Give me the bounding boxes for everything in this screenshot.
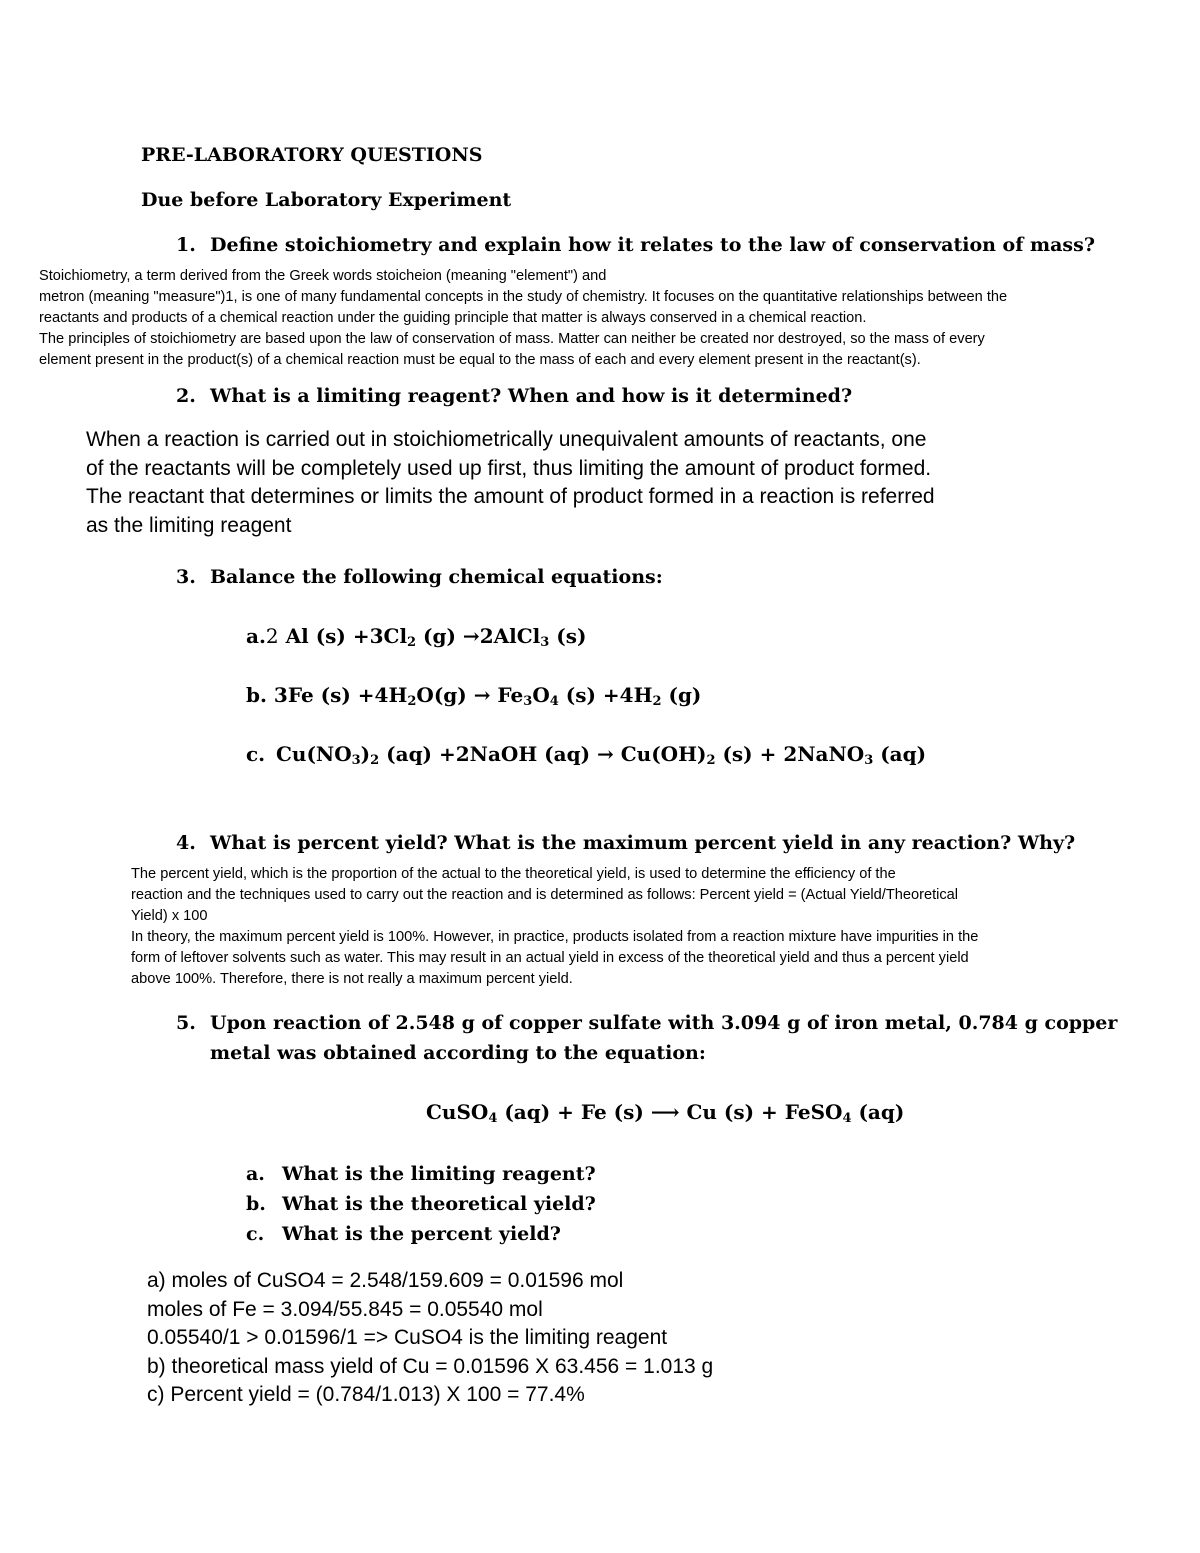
equation-part: Al (s) +3Cl: [285, 624, 408, 648]
subquestion-label: b.: [246, 1193, 266, 1215]
answer-line: form of leftover solvents such as water. This may result in an actual yield in excess of the theoretical yield and thus a percent yield: [131, 950, 969, 966]
answer-line: reaction and the techniques used to carry out the reaction and is determined as follows: Percent yield = (Actual Yield/Theoretical: [131, 887, 959, 903]
answer-5: [147, 1267, 713, 1410]
equation-part: (s) +4H: [558, 683, 653, 707]
equation-part: (g) →2AlCl: [416, 624, 541, 648]
answer-line: moles of Fe = 3.094/55.845 = 0.05540 mol: [147, 1297, 543, 1321]
equation-part: (g): [661, 683, 702, 707]
subscript: 3: [351, 753, 361, 768]
question-5: [176, 1012, 1117, 1034]
equation-label: a.: [246, 624, 266, 648]
question-number: 1.: [176, 234, 196, 256]
subscript: 4: [842, 1111, 852, 1126]
subscript: 3: [540, 635, 550, 650]
subscript: 2: [652, 694, 662, 709]
question-text: Balance the following chemical equations:: [210, 566, 663, 588]
question-number: 2.: [176, 385, 196, 407]
equation-part: (aq) +2NaOH (aq) → Cu(OH): [379, 742, 707, 766]
answer-line: a) moles of CuSO4 = 2.548/159.609 = 0.01596 mol: [147, 1269, 624, 1292]
answer-line: The percent yield, which is the proportion of the actual to the theoretical yield, is used to determine the efficiency of the: [131, 866, 896, 882]
subscript: 4: [549, 694, 559, 709]
subscript: 2: [407, 694, 417, 709]
question-text: What is percent yield? What is the maximum percent yield in any reaction? Why?: [210, 832, 1076, 854]
answer-line: above 100%. Therefore, there is not really a maximum percent yield.: [131, 971, 573, 987]
equation-part: Cu(NO: [276, 742, 352, 766]
question-text: Define stoichiometry and explain how it relates to the law of conservation of mass?: [210, 234, 1095, 256]
subquestion: [246, 1159, 596, 1189]
question-number: 5.: [176, 1012, 196, 1034]
answer-line: element present in the product(s) of a chemical reaction must be equal to the mass of each and every element present in the reactant(s).: [39, 352, 921, 368]
question-2: [176, 385, 852, 407]
answer-line: of the reactants will be completely used up first, thus limiting the amount of product formed.: [86, 456, 932, 480]
answer-line: In theory, the maximum percent yield is 100%. However, in practice, products isolated from a reaction mixture have impurities in the: [131, 929, 979, 945]
question-1: [176, 234, 1095, 256]
equation-label: c.: [246, 742, 266, 766]
subquestion: [246, 1219, 596, 1249]
subquestion: [246, 1189, 596, 1219]
equation-a: [246, 624, 586, 648]
answer-line: The reactant that determines or limits the amount of product formed in a reaction is referred: [86, 485, 935, 508]
subquestion-text: What is the limiting reagent?: [282, 1163, 596, 1185]
question-number: 3.: [176, 566, 196, 588]
equation-part: O(g) → Fe: [416, 683, 524, 707]
subquestion-label: c.: [246, 1223, 265, 1245]
answer-line: Yield) x 100: [131, 908, 208, 924]
subscript: 2: [706, 753, 716, 768]
subscript: 3: [864, 753, 874, 768]
subscript: 2: [407, 635, 417, 650]
answer-line: 0.05540/1 > 0.01596/1 => CuSO4 is the limiting reagent: [147, 1326, 668, 1350]
answer-4: [131, 864, 978, 990]
page-title: PRE-LABORATORY QUESTIONS: [141, 144, 483, 166]
subquestion-text: What is the theoretical yield?: [282, 1193, 596, 1215]
subquestion-text: What is the percent yield?: [282, 1223, 561, 1245]
question-text: Upon reaction of 2.548 g of copper sulfate with 3.094 g of iron metal, 0.784 g copper: [210, 1012, 1118, 1034]
subscript: 4: [488, 1111, 498, 1126]
answer-line: When a reaction is carried out in stoichiometrically unequivalent amounts of reactants, one: [86, 428, 927, 451]
subscript: 3: [523, 694, 533, 709]
page-subtitle: Due before Laboratory Experiment: [141, 189, 512, 211]
equation-part: (s) + 2NaNO: [715, 742, 865, 766]
answer-line: The principles of stoichiometry are based upon the law of conservation of mass. Matter can neither be created nor destroyed, so the mass of every: [39, 331, 985, 347]
equation-label: b.: [246, 683, 267, 707]
question-text: What is a limiting reagent? When and how is it determined?: [210, 385, 853, 407]
equation-part: (aq): [873, 742, 927, 766]
equation-part: (s): [549, 624, 587, 648]
answer-line: c) Percent yield = (0.784/1.013) X 100 = 77.4%: [147, 1383, 585, 1407]
question-3: [176, 566, 663, 588]
equation-part: 3Fe (s) +4H: [273, 683, 408, 707]
question-4: [176, 832, 1075, 854]
answer-line: Stoichiometry, a term derived from the Greek words stoicheion (meaning "element") and: [39, 268, 607, 284]
equation-part: ): [360, 742, 371, 766]
equation-part: O: [532, 683, 550, 707]
answer-line: as the limiting reagent: [86, 513, 292, 537]
answer-line: b) theoretical mass yield of Cu = 0.01596 X 63.456 = 1.013 g: [147, 1354, 714, 1378]
answer-1: [39, 266, 1007, 371]
equation-b: [246, 683, 701, 707]
equation-part: (aq): [851, 1100, 905, 1124]
answer-line: metron (meaning "measure")1, is one of many fundamental concepts in the study of chemistry. It focuses on the quantitative relationships between the: [39, 289, 1008, 305]
subquestion-list: [246, 1159, 596, 1249]
equation-main: [426, 1100, 904, 1124]
subquestion-label: a.: [246, 1163, 265, 1185]
answer-line: reactants and products of a chemical reaction under the guiding principle that matter is always conserved in a chemical reaction.: [39, 310, 867, 326]
question-5-line-2: metal was obtained according to the equation:: [210, 1042, 706, 1064]
equation-part: CuSO: [426, 1100, 489, 1124]
question-number: 4.: [176, 832, 196, 854]
subscript: 2: [370, 753, 380, 768]
equation-c: [246, 742, 926, 766]
coefficient: 2: [265, 624, 279, 648]
answer-2: [86, 426, 935, 540]
equation-part: (aq) + Fe (s) ⟶ Cu (s) + FeSO: [497, 1100, 843, 1124]
